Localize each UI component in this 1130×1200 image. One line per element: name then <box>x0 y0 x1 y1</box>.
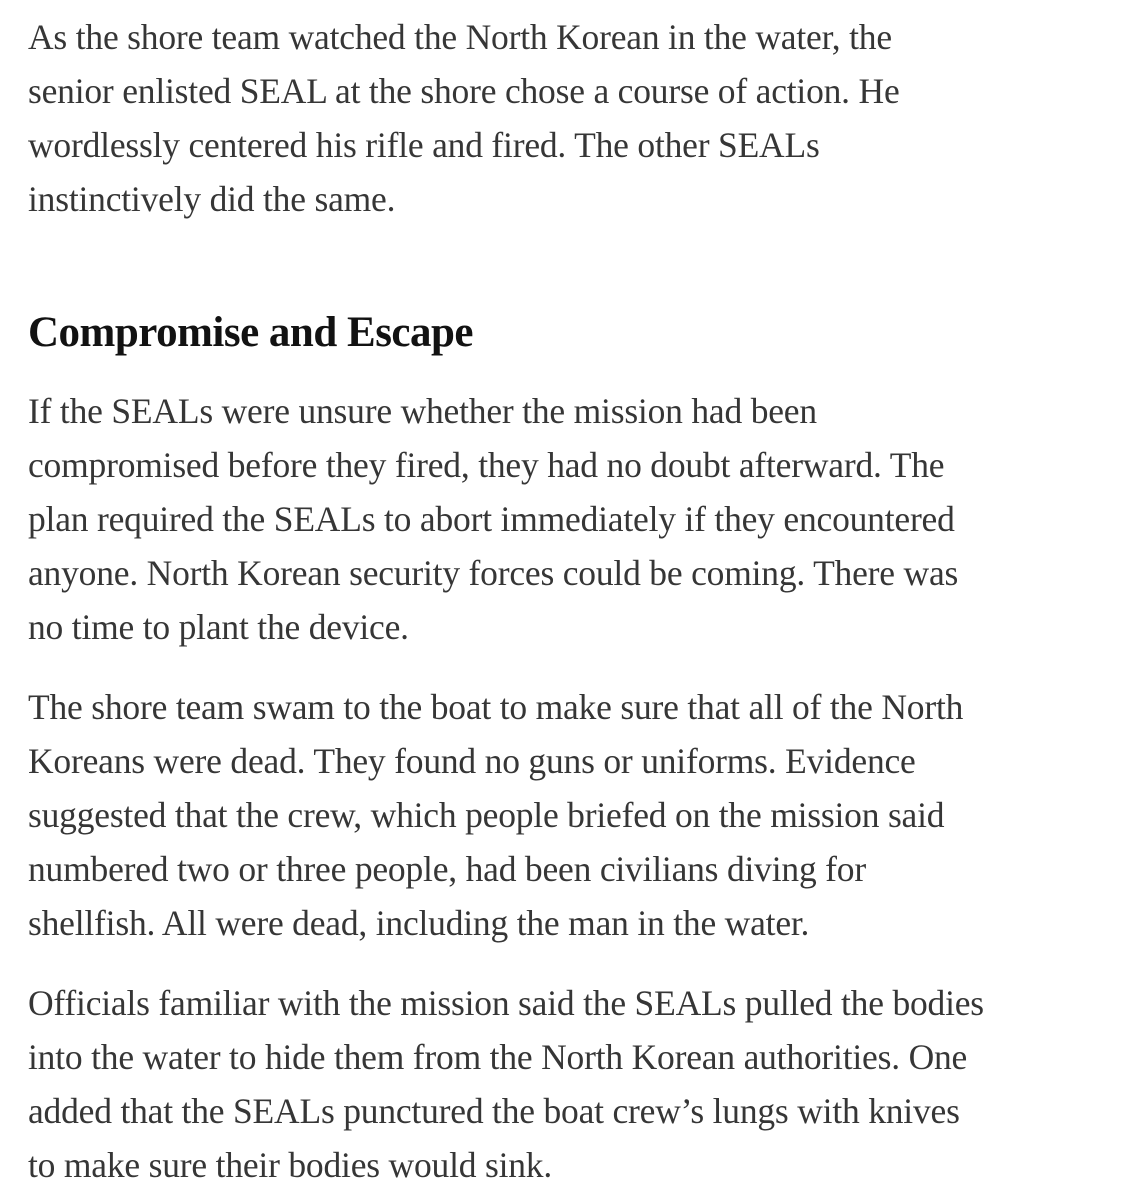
text-line: suggested that the crew, which people briefed on the mission said <box>28 795 945 835</box>
text-line: senior enlisted SEAL at the shore chose a course of action. He <box>28 71 900 111</box>
text-line: numbered two or three people, had been civilians diving for <box>28 849 866 889</box>
article-paragraph-4 <box>28 976 1118 1192</box>
text-line: Officials familiar with the mission said the SEALs pulled the bodies <box>28 983 984 1023</box>
article-paragraph-3 <box>28 680 1118 950</box>
text-line: shellfish. All were dead, including the man in the water. <box>28 903 810 943</box>
text-line: Koreans were dead. They found no guns or uniforms. Evidence <box>28 741 916 781</box>
text-line: compromised before they fired, they had no doubt afterward. The <box>28 445 945 485</box>
article-body <box>28 10 1118 1192</box>
text-line: wordlessly centered his rifle and fired. The other SEALs <box>28 125 820 165</box>
text-line: If the SEALs were unsure whether the mission had been <box>28 391 817 431</box>
text-line: added that the SEALs punctured the boat crew’s lungs with knives <box>28 1091 960 1131</box>
text-line: into the water to hide them from the North Korean authorities. One <box>28 1037 968 1077</box>
text-line: no time to plant the device. <box>28 607 409 647</box>
text-line: anyone. North Korean security forces could be coming. There was <box>28 553 959 593</box>
text-line: As the shore team watched the North Korean in the water, the <box>28 17 892 57</box>
text-line: The shore team swam to the boat to make sure that all of the North <box>28 687 964 727</box>
article-paragraph-2 <box>28 384 1118 654</box>
section-heading: Compromise and Escape <box>28 309 474 356</box>
text-line: to make sure their bodies would sink. <box>28 1145 553 1185</box>
text-line: plan required the SEALs to abort immediately if they encountered <box>28 499 955 539</box>
text-line: instinctively did the same. <box>28 179 396 219</box>
article-paragraph-1 <box>28 10 1118 226</box>
